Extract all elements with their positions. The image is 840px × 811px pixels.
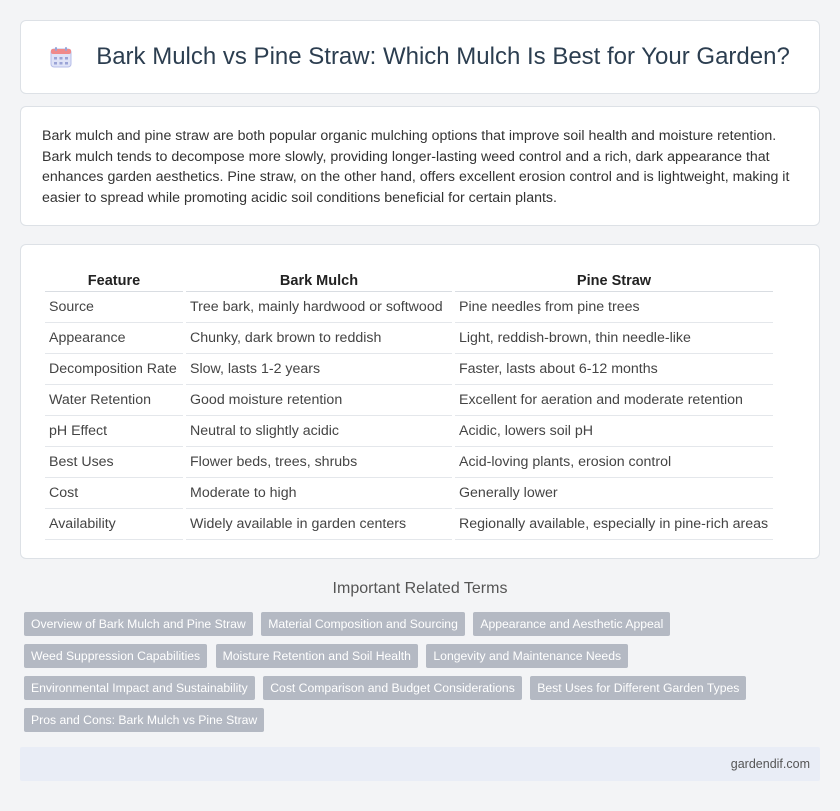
intro-text: Bark mulch and pine straw are both popular organic mulching options that improve soil health and moisture retention. Bark mulch tends to decompose more slowly, providing longer-lasting weed control and a rich, dark appearance that enhances garden aesthetics. Pine straw, on the other hand, offers excellent erosion control and is lightweight, making it easier to spread while promoting acidic soil conditions beneficial for certain plants. — [42, 128, 790, 206]
intro-card — [20, 106, 820, 226]
bark-mulch-cell: Chunky, dark brown to reddish — [186, 323, 452, 354]
header-feature: Feature — [45, 261, 183, 292]
pine-straw-cell: Acid-loving plants, erosion control — [455, 447, 773, 478]
related-term-tag[interactable]: Best Uses for Different Garden Types — [530, 676, 746, 700]
feature-cell: pH Effect — [45, 416, 183, 447]
table-row — [45, 447, 773, 478]
table-header-row — [45, 261, 773, 292]
pine-straw-cell: Excellent for aeration and moderate retention — [455, 385, 773, 416]
comparison-table-card — [20, 244, 820, 559]
table-row — [45, 292, 773, 323]
related-term-tag[interactable]: Longevity and Maintenance Needs — [426, 644, 628, 668]
bark-mulch-cell: Tree bark, mainly hardwood or softwood — [186, 292, 452, 323]
bark-mulch-cell: Moderate to high — [186, 478, 452, 509]
table-row — [45, 385, 773, 416]
related-term-tag[interactable]: Appearance and Aesthetic Appeal — [473, 612, 670, 636]
bark-mulch-cell: Widely available in garden centers — [186, 509, 452, 540]
pine-straw-cell: Pine needles from pine trees — [455, 292, 773, 323]
comparison-table — [42, 261, 776, 540]
related-term-tag[interactable]: Cost Comparison and Budget Considerations — [263, 676, 522, 700]
table-row — [45, 354, 773, 385]
pine-straw-cell: Faster, lasts about 6-12 months — [455, 354, 773, 385]
feature-cell: Availability — [45, 509, 183, 540]
related-terms-title: Important Related Terms — [332, 580, 508, 597]
table-row — [45, 478, 773, 509]
bark-mulch-cell: Good moisture retention — [186, 385, 452, 416]
related-term-tag[interactable]: Weed Suppression Capabilities — [24, 644, 207, 668]
related-term-tag[interactable]: Environmental Impact and Sustainability — [24, 676, 255, 700]
related-term-tag[interactable]: Overview of Bark Mulch and Pine Straw — [24, 612, 253, 636]
table-row — [45, 323, 773, 354]
feature-cell: Source — [45, 292, 183, 323]
related-term-tag[interactable]: Pros and Cons: Bark Mulch vs Pine Straw — [24, 708, 264, 732]
header-pine-straw: Pine Straw — [455, 261, 773, 292]
title-card — [20, 20, 820, 94]
feature-cell: Best Uses — [45, 447, 183, 478]
pine-straw-cell: Light, reddish-brown, thin needle-like — [455, 323, 773, 354]
calendar-icon — [50, 46, 72, 68]
footer — [20, 747, 820, 781]
bark-mulch-cell: Flower beds, trees, shrubs — [186, 447, 452, 478]
page-title: Bark Mulch vs Pine Straw: Which Mulch Is Best for Your Garden? — [96, 43, 790, 70]
feature-cell: Appearance — [45, 323, 183, 354]
footer-site[interactable]: gardendif.com — [730, 757, 810, 771]
table-row — [45, 416, 773, 447]
pine-straw-cell: Acidic, lowers soil pH — [455, 416, 773, 447]
bark-mulch-cell: Slow, lasts 1-2 years — [186, 354, 452, 385]
related-term-tag[interactable]: Moisture Retention and Soil Health — [216, 644, 418, 668]
bark-mulch-cell: Neutral to slightly acidic — [186, 416, 452, 447]
feature-cell: Cost — [45, 478, 183, 509]
header-bark-mulch: Bark Mulch — [186, 261, 452, 292]
table-row — [45, 509, 773, 540]
pine-straw-cell: Generally lower — [455, 478, 773, 509]
pine-straw-cell: Regionally available, especially in pine-rich areas — [455, 509, 773, 540]
feature-cell: Water Retention — [45, 385, 183, 416]
feature-cell: Decomposition Rate — [45, 354, 183, 385]
related-term-tag[interactable]: Material Composition and Sourcing — [261, 612, 465, 636]
related-terms-tags — [24, 612, 824, 740]
